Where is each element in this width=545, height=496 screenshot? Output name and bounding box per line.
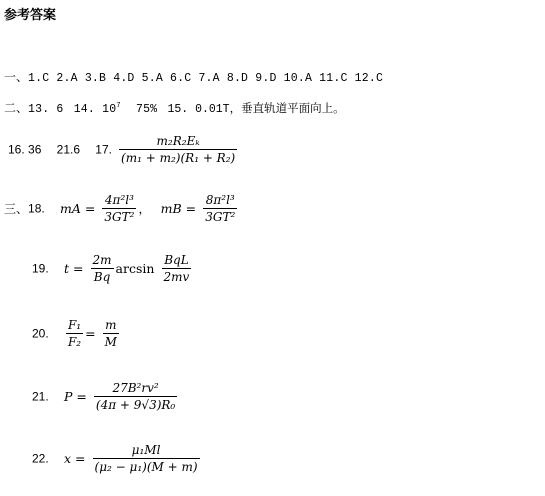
answer-22-numerator: μ₁Ml [131, 443, 161, 457]
answer-22-fraction [93, 443, 200, 474]
answer-17-fraction [119, 134, 237, 165]
section3-prefix: 三、 [4, 202, 29, 216]
answer-20-left-denominator: F₂ [67, 335, 82, 349]
answer-18-b-lhs: mB = [160, 201, 197, 216]
answer-22-row [32, 443, 202, 474]
answer-19-lhs: t = [63, 261, 84, 276]
answer-19-b-numerator: BqL [164, 253, 189, 267]
section1-row [4, 66, 383, 85]
answer-22-label: 22. [32, 451, 49, 466]
section1-prefix: 一、 [4, 70, 29, 84]
answer-18-separator: ， [138, 202, 151, 216]
answer-21-fraction [94, 381, 177, 412]
answer-15: 15. 0.01T，垂直轨道平面向上。 [167, 103, 345, 116]
answer-19-a-denominator: Bq [91, 268, 114, 284]
answer-20-label: 20. [32, 326, 49, 341]
answer-13: 13. 6 [28, 103, 64, 116]
answer-21-label: 21. [32, 389, 49, 404]
answer-16-b: 21.6 [56, 142, 80, 157]
answer-18-a-fraction [102, 193, 136, 224]
section2-row [4, 97, 345, 116]
answer-18-a-lhs: mA = [59, 201, 96, 216]
answer-18-row [4, 193, 239, 224]
answer-19-function: arcsin [115, 261, 155, 276]
answer-19-fraction-a [91, 253, 114, 284]
answer-14 [74, 103, 121, 116]
answer-18-b-fraction [203, 193, 237, 224]
answer-19-fraction-b [162, 253, 192, 284]
answer-20-left-numerator: F₁ [67, 318, 82, 332]
answer-14-efficiency: 75% [135, 103, 158, 116]
answer-18-label: 18. [28, 201, 45, 216]
answer-22-lhs: x = [63, 451, 86, 466]
answer-22-denominator: (μ₂ − μ₁)(M + m) [94, 460, 198, 474]
answer-20-equals: = [85, 326, 96, 341]
answer-16-17-row [8, 134, 239, 165]
answer-20-fraction-right [103, 318, 119, 349]
answer-18-a-numerator: 4π²l³ [104, 193, 134, 207]
section1-answers: 1.C 2.A 3.B 4.D 5.A 6.C 7.A 8.D 9.D 10.A 11.C 12.C [28, 72, 384, 85]
answer-19-a-numerator: 2m [92, 253, 112, 267]
answer-16: 16. 36 [8, 142, 42, 157]
answer-17-numerator: m₂R₂Eₖ [156, 134, 200, 148]
answer-17-label: 17. [95, 142, 112, 157]
answer-21-row [32, 381, 179, 412]
answer-20-right-denominator: M [104, 335, 117, 349]
page-title: 参考答案 [4, 8, 57, 23]
answer-21-lhs: P = [63, 389, 87, 404]
answer-19-row [32, 253, 193, 284]
answer-20-right-numerator: m [105, 318, 117, 332]
answer-18-b-numerator: 8π²l³ [205, 193, 235, 207]
answer-19-b-denominator: 2mv [163, 270, 190, 284]
answer-21-numerator: 27B²rv² [112, 381, 159, 395]
answer-14-base: 14. 10 [73, 103, 117, 116]
answer-17-denominator: (m₁ + m₂)(R₁ + R₂) [121, 151, 236, 165]
answer-21-denominator: (4π + 9√3)R₀ [95, 398, 176, 412]
answer-14-exponent: 7 [116, 102, 121, 110]
answer-20-fraction-left [66, 318, 83, 349]
answer-19-label: 19. [32, 261, 49, 276]
section2-prefix: 二、 [4, 101, 29, 115]
answer-18-a-denominator: 3GT² [104, 210, 135, 224]
answer-18-b-denominator: 3GT² [205, 210, 236, 224]
answer-20-row [32, 318, 121, 349]
